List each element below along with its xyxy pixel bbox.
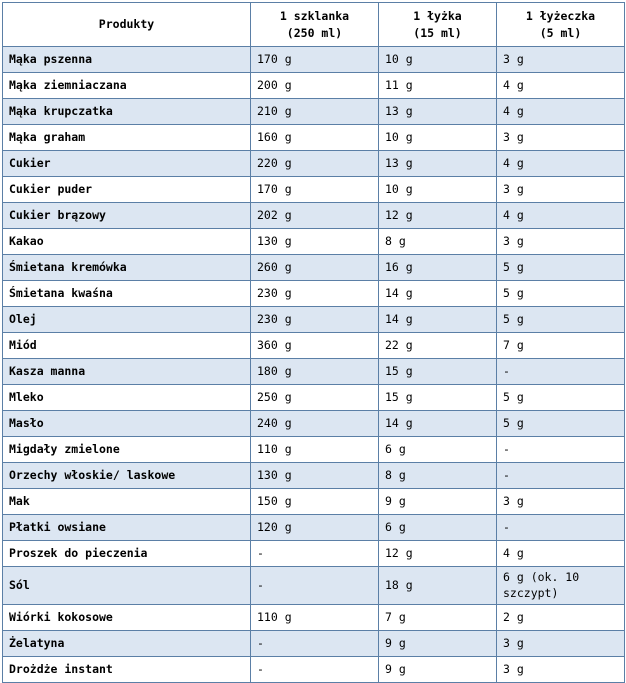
cell-measure-value: - (251, 631, 379, 657)
cell-measure-value: 11 g (379, 73, 497, 99)
cell-measure-value: 170 g (251, 47, 379, 73)
cell-product-name: Masło (3, 411, 251, 437)
table-row (3, 385, 625, 411)
table-row (3, 99, 625, 125)
cell-measure-value: 5 g (497, 385, 625, 411)
cell-measure-value: 240 g (251, 411, 379, 437)
cell-measure-value: 9 g (379, 631, 497, 657)
cell-measure-value: - (497, 437, 625, 463)
cell-product-name: Mąka krupczatka (3, 99, 251, 125)
cell-product-name: Żelatyna (3, 631, 251, 657)
cell-measure-value: 200 g (251, 73, 379, 99)
table-row (3, 631, 625, 657)
cell-measure-value: 7 g (497, 333, 625, 359)
cell-measure-value: 7 g (379, 605, 497, 631)
cell-measure-value: 22 g (379, 333, 497, 359)
cell-measure-value: 6 g (379, 515, 497, 541)
column-header-lyzeczka (497, 3, 625, 47)
cell-product-name: Kasza manna (3, 359, 251, 385)
cell-measure-value: 8 g (379, 229, 497, 255)
cell-product-name: Mąka ziemniaczana (3, 73, 251, 99)
cell-product-name: Miód (3, 333, 251, 359)
cell-measure-value: 2 g (497, 605, 625, 631)
cell-measure-value: 5 g (497, 281, 625, 307)
cell-measure-value: 10 g (379, 47, 497, 73)
cell-measure-value: 6 g (ok. 10 szczypt) (497, 567, 625, 605)
cell-measure-value: 9 g (379, 489, 497, 515)
table-row (3, 125, 625, 151)
cell-measure-value: 3 g (497, 177, 625, 203)
cell-product-name: Mąka pszenna (3, 47, 251, 73)
cell-measure-value: 12 g (379, 203, 497, 229)
table-row (3, 567, 625, 605)
table-row (3, 281, 625, 307)
cell-measure-value: 8 g (379, 463, 497, 489)
table-row (3, 437, 625, 463)
cell-measure-value: - (251, 657, 379, 683)
column-header-produkty (3, 3, 251, 47)
cell-product-name: Cukier puder (3, 177, 251, 203)
cell-measure-value: 120 g (251, 515, 379, 541)
cell-product-name: Cukier (3, 151, 251, 177)
cell-measure-value: 110 g (251, 605, 379, 631)
cell-measure-value: 15 g (379, 385, 497, 411)
cell-product-name: Migdały zmielone (3, 437, 251, 463)
cell-measure-value: - (497, 359, 625, 385)
table-body (3, 47, 625, 683)
header-line-1: 1 łyżeczka (525, 9, 596, 23)
cell-measure-value: 14 g (379, 411, 497, 437)
table-row (3, 489, 625, 515)
cell-product-name: Orzechy włoskie/ laskowe (3, 463, 251, 489)
cell-measure-value: 16 g (379, 255, 497, 281)
cell-measure-value: 5 g (497, 307, 625, 333)
cell-measure-value: 160 g (251, 125, 379, 151)
header-line-2: (250 ml) (286, 25, 343, 40)
table-row (3, 307, 625, 333)
cell-measure-value: 10 g (379, 177, 497, 203)
table-row (3, 605, 625, 631)
cell-measure-value: 4 g (497, 541, 625, 567)
table-row (3, 515, 625, 541)
header-line-2: (5 ml) (539, 25, 582, 40)
cell-measure-value: - (497, 515, 625, 541)
cell-product-name: Drożdże instant (3, 657, 251, 683)
table-row (3, 151, 625, 177)
cell-measure-value: 230 g (251, 281, 379, 307)
table-row (3, 411, 625, 437)
cell-product-name: Kakao (3, 229, 251, 255)
cell-measure-value: 13 g (379, 151, 497, 177)
cell-measure-value: 5 g (497, 255, 625, 281)
table-row (3, 463, 625, 489)
table-row (3, 333, 625, 359)
table-row (3, 541, 625, 567)
cell-measure-value: 15 g (379, 359, 497, 385)
cell-product-name: Sól (3, 567, 251, 605)
cell-measure-value: 230 g (251, 307, 379, 333)
cell-measure-value: 3 g (497, 47, 625, 73)
cell-measure-value: 250 g (251, 385, 379, 411)
table-row (3, 359, 625, 385)
cell-measure-value: 10 g (379, 125, 497, 151)
cell-measure-value: 18 g (379, 567, 497, 605)
cell-product-name: Płatki owsiane (3, 515, 251, 541)
cell-measure-value: 130 g (251, 463, 379, 489)
cell-measure-value: 220 g (251, 151, 379, 177)
table-row (3, 229, 625, 255)
cell-measure-value: 4 g (497, 203, 625, 229)
table-row (3, 177, 625, 203)
cell-product-name: Wiórki kokosowe (3, 605, 251, 631)
header-line-1: 1 szklanka (279, 9, 350, 23)
cell-measure-value: 4 g (497, 73, 625, 99)
table-row (3, 73, 625, 99)
cell-measure-value: - (251, 567, 379, 605)
header-line-2: (15 ml) (413, 25, 462, 40)
cell-measure-value: 9 g (379, 657, 497, 683)
cell-measure-value: 170 g (251, 177, 379, 203)
header-line-1: 1 łyżka (413, 9, 462, 23)
cell-measure-value: 360 g (251, 333, 379, 359)
cell-product-name: Śmietana kremówka (3, 255, 251, 281)
cell-measure-value: 4 g (497, 99, 625, 125)
column-header-lyzka (379, 3, 497, 47)
cell-measure-value: 13 g (379, 99, 497, 125)
cell-measure-value: 3 g (497, 489, 625, 515)
cell-product-name: Proszek do pieczenia (3, 541, 251, 567)
kitchen-measures-table (2, 2, 625, 683)
cell-measure-value: - (497, 463, 625, 489)
table-row (3, 47, 625, 73)
cell-product-name: Mleko (3, 385, 251, 411)
table-row (3, 657, 625, 683)
cell-measure-value: 130 g (251, 229, 379, 255)
header-line-1: Produkty (98, 17, 155, 32)
header-row (3, 3, 625, 47)
cell-measure-value: 4 g (497, 151, 625, 177)
cell-measure-value: 3 g (497, 657, 625, 683)
cell-measure-value: 110 g (251, 437, 379, 463)
cell-product-name: Śmietana kwaśna (3, 281, 251, 307)
cell-measure-value: 12 g (379, 541, 497, 567)
cell-measure-value: 3 g (497, 631, 625, 657)
cell-measure-value: 3 g (497, 229, 625, 255)
cell-measure-value: - (251, 541, 379, 567)
column-header-szklanka (251, 3, 379, 47)
cell-product-name: Mak (3, 489, 251, 515)
cell-product-name: Mąka graham (3, 125, 251, 151)
cell-measure-value: 14 g (379, 281, 497, 307)
cell-product-name: Cukier brązowy (3, 203, 251, 229)
cell-measure-value: 260 g (251, 255, 379, 281)
cell-measure-value: 210 g (251, 99, 379, 125)
cell-measure-value: 202 g (251, 203, 379, 229)
cell-measure-value: 180 g (251, 359, 379, 385)
cell-product-name: Olej (3, 307, 251, 333)
cell-measure-value: 3 g (497, 125, 625, 151)
cell-measure-value: 150 g (251, 489, 379, 515)
cell-measure-value: 6 g (379, 437, 497, 463)
cell-measure-value: 14 g (379, 307, 497, 333)
cell-measure-value: 5 g (497, 411, 625, 437)
table-header (3, 3, 625, 47)
table-row (3, 203, 625, 229)
table-row (3, 255, 625, 281)
